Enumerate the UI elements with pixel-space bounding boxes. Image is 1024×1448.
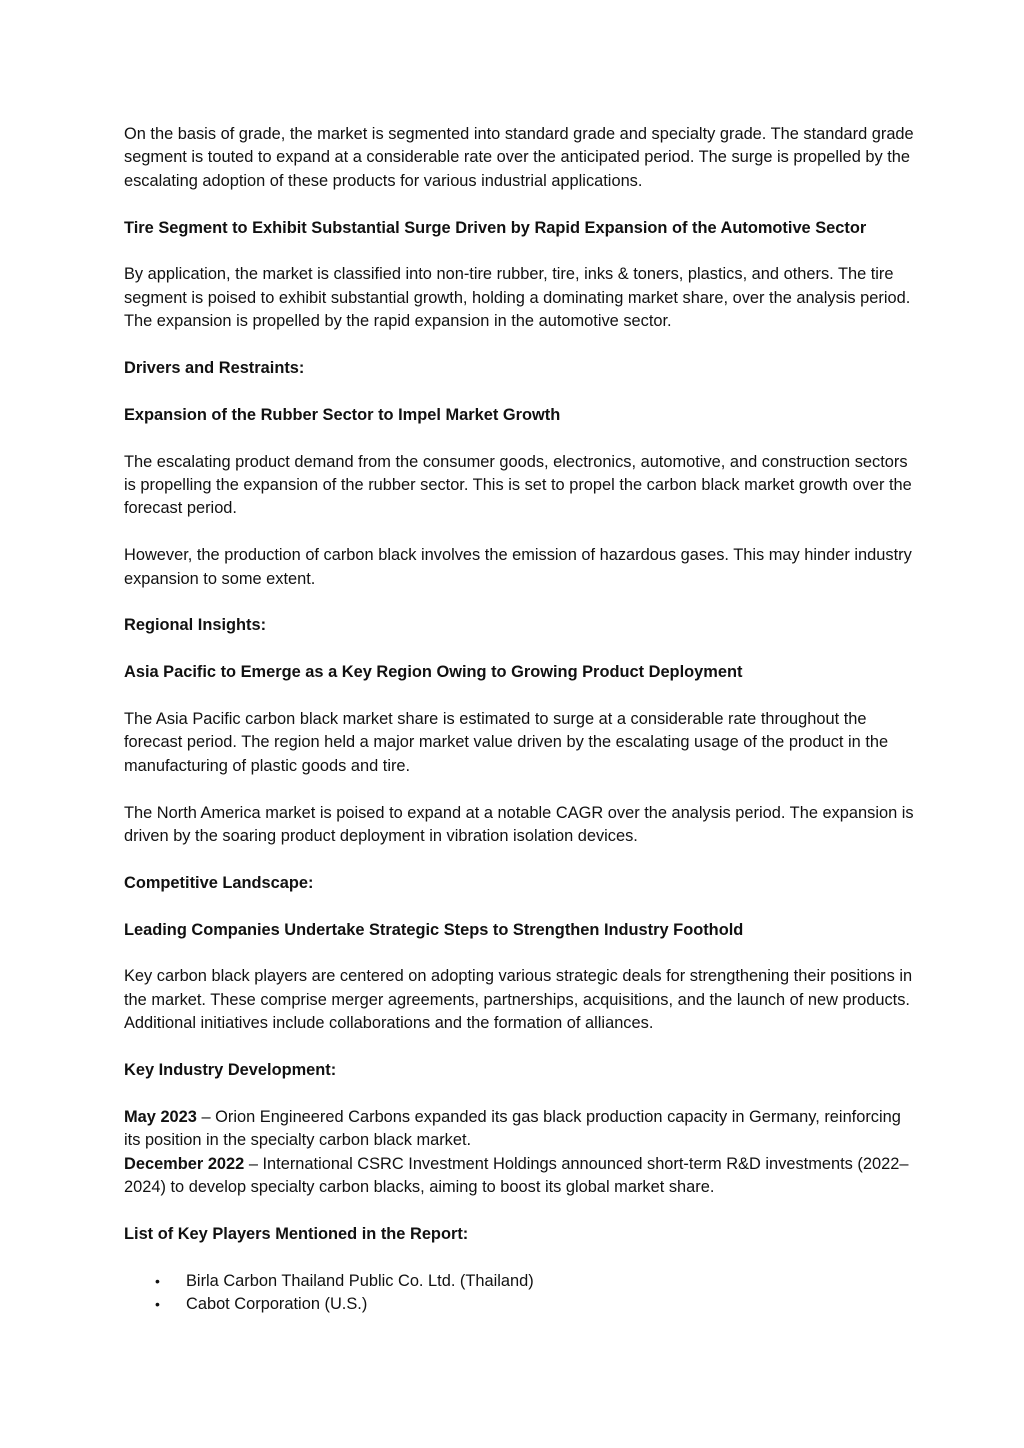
- development-item: [124, 1153, 914, 1200]
- key-players-list: [124, 1270, 914, 1317]
- competitive-landscape-heading: Competitive Landscape:: [124, 873, 314, 892]
- key-players-paragraph: Key carbon black players are centered on adopting various strategic deals for strengthening their positions in the market. These comprise merger agreements, partnerships, acquisitions, and the launch of new products. Additional initiatives include collaborations and the formation of alliances.: [124, 967, 913, 1033]
- development-text: – International CSRC Investment Holdings announced short-term R&D investments (2022–2024) to develop specialty carbon blacks, aiming to boost its global market share.: [124, 1154, 909, 1197]
- leading-companies-heading: Leading Companies Undertake Strategic Steps to Strengthen Industry Foothold: [124, 920, 744, 939]
- player-name: Birla Carbon Thailand Public Co. Ltd. (Thailand): [186, 1271, 534, 1290]
- tire-segment-heading: Tire Segment to Exhibit Substantial Surge Driven by Rapid Expansion of the Automotive Sector: [124, 218, 867, 237]
- list-item: [124, 1270, 914, 1293]
- development-date: December 2022: [124, 1154, 245, 1173]
- application-paragraph: By application, the market is classified into non-tire rubber, tire, inks & toners, plastics, and others. The tire segment is poised to exhibit substantial growth, holding a dominating market share, over the analysis period. The expansion is propelled by the rapid expansion in the automotive sector.: [124, 265, 911, 331]
- development-date: May 2023: [124, 1107, 197, 1126]
- restraint-paragraph: However, the production of carbon black involves the emission of hazardous gases. This may hinder industry expansion to some extent.: [124, 546, 912, 588]
- asia-pacific-paragraph: The Asia Pacific carbon black market share is estimated to surge at a considerable rate throughout the forecast period. The region held a major market value driven by the escalating usage of the product in the manufacturing of plastic goods and tire.: [124, 710, 889, 775]
- player-name: Cabot Corporation (U.S.): [186, 1295, 368, 1314]
- bullet-icon: •: [155, 1272, 160, 1289]
- list-item: [124, 1293, 914, 1316]
- north-america-paragraph: The North America market is poised to expand at a notable CAGR over the analysis period. The expansion is driven by the soaring product deployment in vibration isolation devices.: [124, 803, 914, 846]
- asia-pacific-heading: Asia Pacific to Emerge as a Key Region Owing to Growing Product Deployment: [124, 663, 743, 682]
- grade-paragraph: On the basis of grade, the market is segmented into standard grade and specialty grade. The standard grade segment is touted to expand at a considerable rate over the anticipated period. The surge is propelled by the escalating adoption of these products for various industrial applications.: [124, 125, 914, 190]
- development-text: – Orion Engineered Carbons expanded its gas black production capacity in Germany, reinforcing its position in the specialty carbon black market.: [124, 1107, 901, 1150]
- document-page: [124, 123, 914, 1316]
- regional-insights-heading: Regional Insights:: [124, 616, 267, 635]
- development-item: [124, 1106, 914, 1153]
- rubber-sector-heading: Expansion of the Rubber Sector to Impel Market Growth: [124, 405, 561, 424]
- demand-paragraph: The escalating product demand from the consumer goods, electronics, automotive, and construction sectors is propelling the expansion of the rubber sector. This is set to propel the carbon black market growth over the forecast period.: [124, 452, 912, 518]
- drivers-restraints-heading: Drivers and Restraints:: [124, 359, 305, 378]
- key-players-list-heading: List of Key Players Mentioned in the Report:: [124, 1224, 469, 1243]
- key-industry-development-heading: Key Industry Development:: [124, 1061, 337, 1080]
- bullet-icon: •: [155, 1296, 160, 1313]
